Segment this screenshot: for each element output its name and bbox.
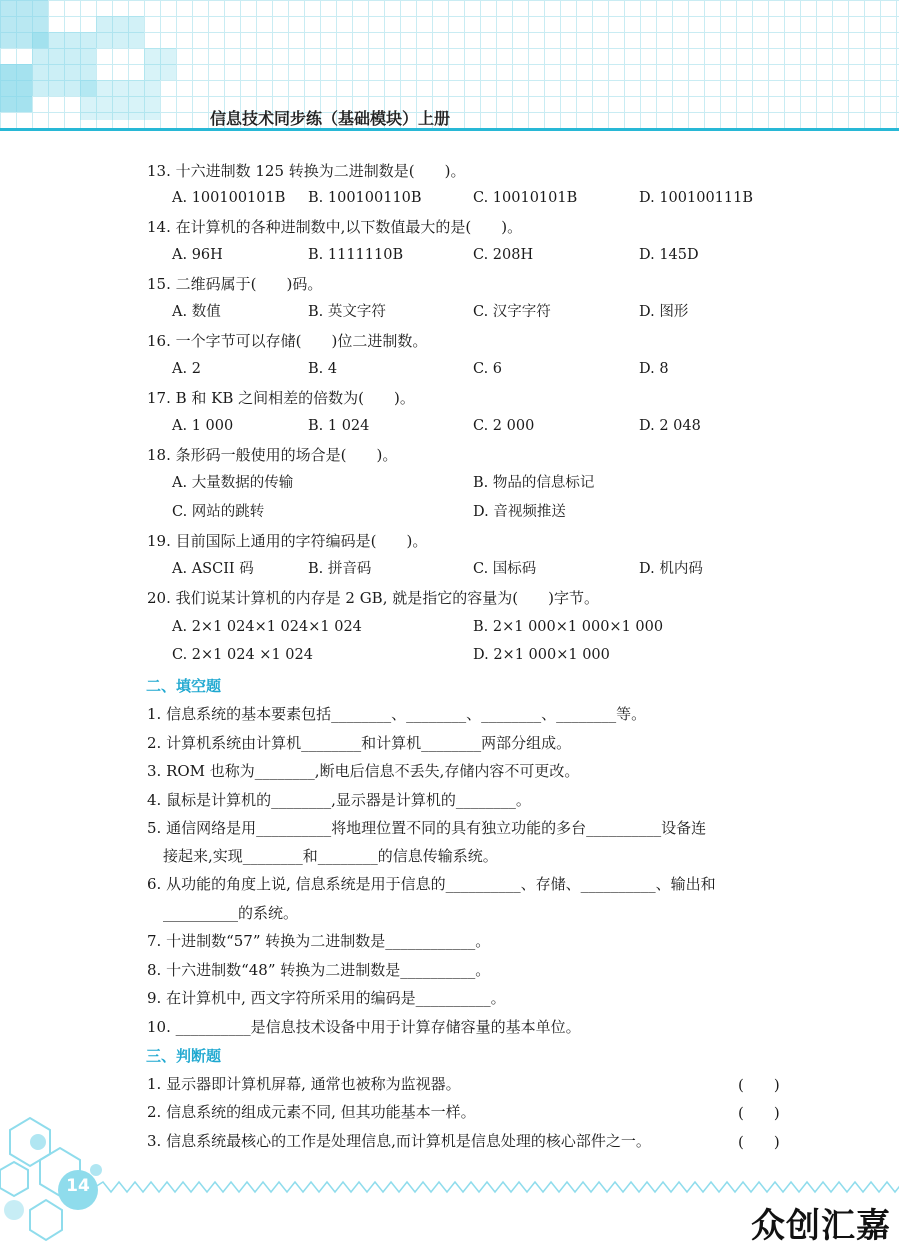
option: B. 英文字符 bbox=[308, 304, 386, 320]
fill-item-cont: 接起来,实现________和________的信息传输系统。 bbox=[163, 847, 498, 865]
question-17: 17. B 和 KB 之间相差的倍数为( )。 bbox=[147, 389, 415, 407]
option: A. 数值 bbox=[172, 304, 221, 320]
option: D. 100100111B bbox=[639, 190, 754, 206]
option: D. 机内码 bbox=[639, 561, 703, 577]
question-19: 19. 目前国际上通用的字符编码是( )。 bbox=[147, 532, 428, 550]
question-13: 13. 十六进制数 125 转换为二进制数是( )。 bbox=[147, 162, 466, 180]
fill-item: 3. ROM 也称为________,断电后信息不丢失,存储内容不可更改。 bbox=[147, 762, 580, 780]
option: B. 1 024 bbox=[308, 418, 370, 434]
question-18: 18. 条形码一般使用的场合是( )。 bbox=[147, 446, 398, 464]
fill-item: 5. 通信网络是用__________将地理位置不同的具有独立功能的多台__________设备连 bbox=[147, 819, 707, 837]
option: A. ASCII 码 bbox=[172, 561, 254, 577]
judge-item: 2. 信息系统的组成元素不同, 但其功能基本一样。 bbox=[147, 1103, 476, 1121]
fill-item: 9. 在计算机中, 西文字符所采用的编码是__________。 bbox=[147, 989, 506, 1007]
watermark: 众创汇嘉 bbox=[751, 1206, 891, 1246]
option: C. 208H bbox=[473, 247, 534, 263]
fill-item: 2. 计算机系统由计算机________和计算机________两部分组成。 bbox=[147, 734, 572, 752]
option: D. 145D bbox=[639, 247, 699, 263]
option: A. 1 000 bbox=[172, 418, 234, 434]
option: B. 1111110B bbox=[308, 247, 404, 263]
option: B. 2×1 000×1 000×1 000 bbox=[473, 619, 664, 635]
option: C. 汉字字符 bbox=[473, 304, 551, 320]
option: D. 2×1 000×1 000 bbox=[473, 647, 610, 663]
option: A. 96H bbox=[172, 247, 223, 263]
footer-wave-line bbox=[95, 1180, 899, 1194]
decor-square bbox=[0, 64, 32, 112]
option: D. 图形 bbox=[639, 304, 689, 320]
option: D. 2 048 bbox=[639, 418, 701, 434]
judge-item: 3. 信息系统最核心的工作是处理信息,而计算机是信息处理的核心部件之一。 bbox=[147, 1132, 651, 1150]
decor-square bbox=[80, 80, 160, 120]
answer-bracket: ( ) bbox=[738, 1133, 780, 1151]
question-15: 15. 二维码属于( )码。 bbox=[147, 275, 323, 293]
fill-item: 1. 信息系统的基本要素包括________、________、________、________等。 bbox=[147, 705, 647, 723]
option: B. 100100110B bbox=[308, 190, 422, 206]
option: A. 大量数据的传输 bbox=[172, 475, 294, 491]
option: A. 2 bbox=[172, 361, 201, 377]
option: C. 2×1 024 ×1 024 bbox=[172, 647, 313, 663]
section-title-judge: 三、判断题 bbox=[146, 1047, 222, 1065]
judge-item: 1. 显示器即计算机屏幕, 通常也被称为监视器。 bbox=[147, 1075, 461, 1093]
option: D. 音视频推送 bbox=[473, 504, 566, 520]
option: A. 100100101B bbox=[172, 190, 286, 206]
option: C. 2 000 bbox=[473, 418, 535, 434]
answer-bracket: ( ) bbox=[738, 1076, 780, 1094]
question-14: 14. 在计算机的各种进制数中,以下数值最大的是( )。 bbox=[147, 218, 523, 236]
option: C. 6 bbox=[473, 361, 503, 377]
book-title: 信息技术同步练（基础模块）上册 bbox=[210, 109, 451, 128]
option: D. 8 bbox=[639, 361, 669, 377]
option: B. 拼音码 bbox=[308, 561, 372, 577]
fill-item: 6. 从功能的角度上说, 信息系统是用于信息的__________、存储、__________、输出和 bbox=[147, 875, 716, 893]
option: B. 4 bbox=[308, 361, 338, 377]
decor-square bbox=[96, 16, 144, 48]
option: C. 国标码 bbox=[473, 561, 537, 577]
page-number: 14 bbox=[66, 1176, 90, 1196]
decor-square bbox=[144, 48, 176, 80]
fill-item: 4. 鼠标是计算机的________,显示器是计算机的________。 bbox=[147, 791, 531, 809]
question-16: 16. 一个字节可以存储( )位二进制数。 bbox=[147, 332, 428, 350]
option: C. 10010101B bbox=[473, 190, 578, 206]
option: A. 2×1 024×1 024×1 024 bbox=[172, 619, 362, 635]
fill-item: 8. 十六进制数“48” 转换为二进制数是__________。 bbox=[147, 961, 491, 979]
fill-item-cont: __________的系统。 bbox=[163, 904, 299, 922]
fill-item: 10. __________是信息技术设备中用于计算存储容量的基本单位。 bbox=[147, 1018, 581, 1036]
question-20: 20. 我们说某计算机的内存是 2 GB, 就是指它的容量为( )字节。 bbox=[147, 589, 599, 607]
option: B. 物品的信息标记 bbox=[473, 475, 595, 491]
section-title-fill: 二、填空题 bbox=[146, 677, 222, 695]
answer-bracket: ( ) bbox=[738, 1104, 780, 1122]
fill-item: 7. 十进制数“57” 转换为二进制数是____________。 bbox=[147, 932, 491, 950]
option: C. 网站的跳转 bbox=[172, 504, 265, 520]
